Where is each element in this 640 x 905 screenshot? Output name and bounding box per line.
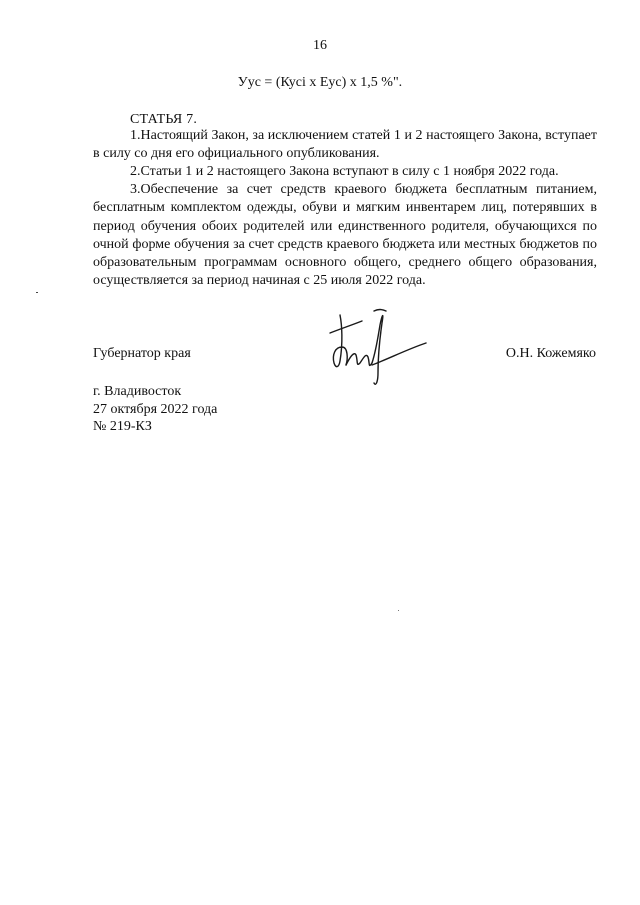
date-line: 27 октября 2022 года xyxy=(93,402,218,417)
article-title: СТАТЬЯ 7. xyxy=(130,112,198,127)
page-number: 16 xyxy=(313,38,327,53)
law-number: № 219-КЗ xyxy=(93,419,152,434)
formula-line: Уус = (Кусі х Еус) х 1,5 %". xyxy=(237,75,403,90)
city-line: г. Владивосток xyxy=(93,384,182,399)
article-paragraph-1: 1.Настоящий Закон, за исключением статей 1 и 2 настоящего Закона, вступает в силу со дня его официального опубликования. xyxy=(93,128,597,162)
handwritten-signature xyxy=(318,303,438,393)
article-paragraph-3: 3.Обеспечение за счет средств краевого бюджета бесплатным питанием, бесплатным комплектом одежды, обуви и мягким инвентарем лиц, потерявших в период обучения обоих родителей или единственного родителя, обучающихся по очной форме обучения за счет средств краевого бюджета или местных бюджетов по образовательным программам основного общего, среднего общего образования, осуществляется за период начиная с 25 июля 2022 года. xyxy=(93,182,597,289)
scan-speck xyxy=(36,292,38,293)
article-paragraph-2: 2.Статьи 1 и 2 настоящего Закона вступают в силу с 1 ноября 2022 года. xyxy=(130,164,559,179)
signatory-name: О.Н. Кожемяко xyxy=(505,346,596,361)
signatory-title: Губернатор края xyxy=(93,346,191,361)
scan-speck-2 xyxy=(398,610,399,611)
